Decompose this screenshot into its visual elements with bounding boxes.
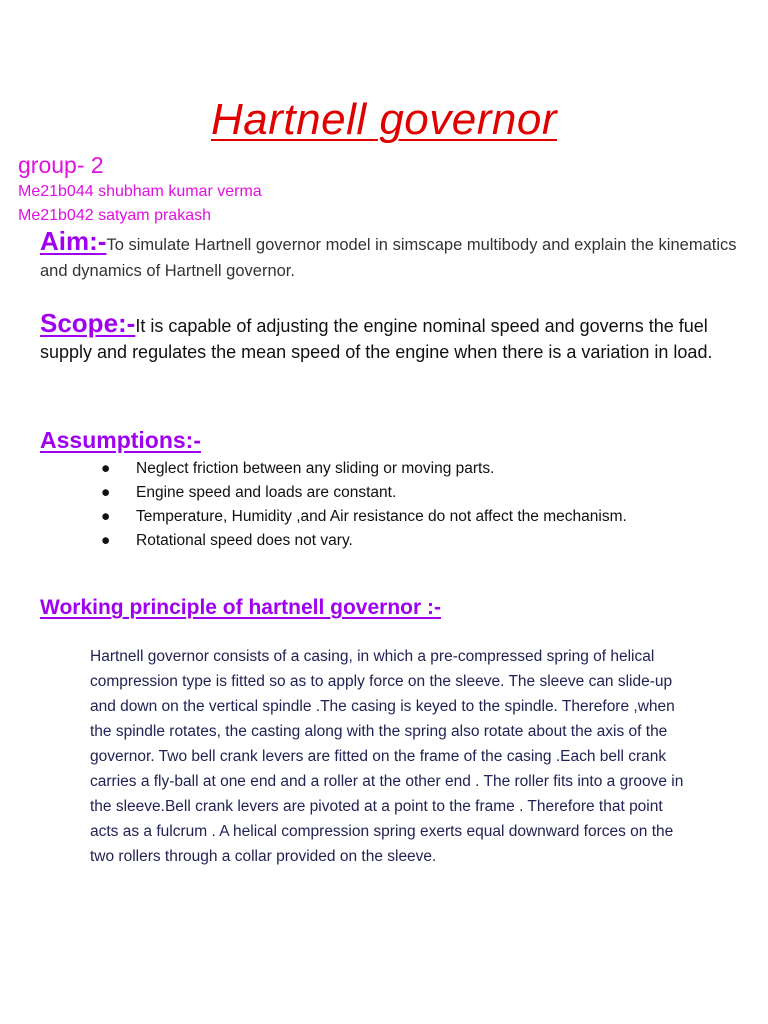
working-heading: Working principle of hartnell governor :- (40, 596, 441, 619)
bullet-icon: ● (101, 460, 111, 477)
scope-text: It is capable of adjusting the engine nominal speed and governs the fuel supply and regulates the mean speed of the engine when there is a variation in load. (40, 316, 713, 362)
assumption-text: Rotational speed does not vary. (136, 532, 353, 549)
bullet-icon: ● (101, 484, 111, 501)
bullet-icon: ● (101, 532, 111, 549)
working-text: Hartnell governor consists of a casing, in which a pre-compressed spring of helical compression type is fitted so as to apply force on the sleeve. The sleeve can slide-up and down on the vertical spindle .The casing is keyed to the spindle. Therefore ,when the spindle rotates, the casting along with the spring also rotate about the axis of the governor. Two bell crank levers are fitted on the frame of the casing .Each bell crank carries a fly-ball at one end and a roller at the other end . The roller fits into a groove in the sleeve.Bell crank levers are pivoted at a point to the frame . Therefore that point acts as a fulcrum . A helical compression spring exerts equal downward forces on the two rollers through a collar provided on the sleeve. (90, 648, 684, 865)
scope-section (40, 310, 730, 365)
aim-heading: Aim:- (40, 226, 107, 256)
list-item (98, 529, 658, 553)
member-1: Me21b044 shubham kumar verma (18, 183, 262, 200)
assumption-text: Neglect friction between any sliding or moving parts. (136, 460, 495, 477)
page-title: Hartnell governor (211, 95, 557, 144)
member-2: Me21b042 satyam prakash (18, 207, 211, 224)
scope-heading: Scope:- (40, 308, 136, 338)
assumptions-heading: Assumptions:- (40, 427, 201, 453)
assumptions-list (98, 457, 658, 553)
bullet-icon: ● (101, 508, 111, 525)
list-item (98, 481, 658, 505)
list-item (98, 457, 658, 481)
list-item (98, 505, 658, 529)
group-label: group- 2 (18, 152, 104, 178)
aim-text: To simulate Hartnell governor model in simscape multibody and explain the kinematics and dynamics of Hartnell governor. (40, 236, 737, 280)
assumption-text: Engine speed and loads are constant. (136, 484, 397, 501)
aim-section (40, 228, 740, 284)
assumption-text: Temperature, Humidity ,and Air resistance do not affect the mechanism. (136, 508, 627, 525)
